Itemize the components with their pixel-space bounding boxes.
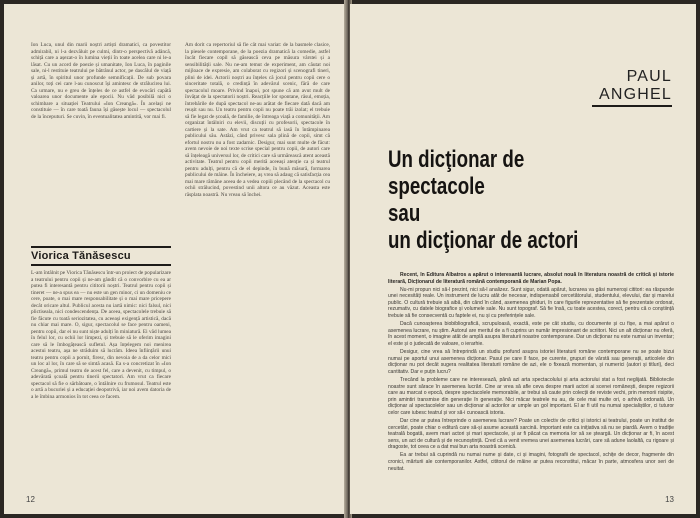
author-rule <box>592 105 672 107</box>
title-rule-bottom <box>31 264 171 266</box>
right-page <box>350 4 696 514</box>
headline-line-1: Un dicţionar de spectacole <box>388 146 525 200</box>
title-rule-top <box>31 246 171 248</box>
author-last-name: ANGHEL <box>599 86 672 103</box>
interview-title: Viorica Tănăsescu <box>31 250 131 262</box>
headline-line-3: un dicţionar de actori <box>388 227 579 254</box>
article-headline <box>388 146 614 254</box>
right-column-text: Am dorit ca repertoriul să fie cât mai variat: de la basmele clasice, la piesele contemporane, de la poezia dramatică la comedie, astfel încât fiecare copil să găsească ceva pe măsura vârstei și a sensibilității sale. Nu ne-am temut de experiment, am căutat noi mijloace de expresie, am colaborat cu regizori și scenografi tineri, plini de idei. Actorii noștri au înțeles că jocul pentru copii cere o sinceritate totală, o credință în adevărul scenic, fără de care spectacolul moare. Privind înapoi, pot spune că am avut mult de învățat de la spectatorii noștri. Reacțiile lor spontane, râsul, emoția, întrebările de după spectacol ne-au arătat de fiecare dată dacă am reușit sau nu. Un teatru pentru copii nu poate trăi izolat; el trebuie să fie legat de școală, de familie, de întreaga viață a comunității. Am organizat întâlniri cu elevii, discuții cu profesorii, spectacole în cartiere și la sate. Am vrut ca teatrul să iasă în întâmpinarea publicului său. Astăzi, când privesc sala plină de copii, simt că efortul nostru nu a fost zadarnic. Desigur, mai sunt multe de făcut: avem nevoie de noi texte scrise special pentru copii, de autori care să înțeleagă universul lor, de critici care să urmărească atent această activitate. Teatrul pentru copii merită aceeași atenție ca și teatrul pentru adulți, pentru că de el depinde, în bună măsură, formarea publicului de mâine. În încheiere, aș vrea să adaug că satisfacția cea mai mare rămâne aceea de a vedea copiii plecând de la spectacol cu ochii strălucind, povestind unii altora ce au văzut. Aceasta este răsplata noastră. Nu vreau să închei. <box>185 42 330 198</box>
article-paragraph: Trecând la probleme care ne interesează, până azi arta spectacolului și arta actorului stat a fost neglijată. Bibliotecile noastre sunt sărace în asemenea lucrări. Cine ar vrea să afle ceva despre marii actori ai scenei românești, despre regizorii care au marcat o epocă, despre spectacolele memorabile, ar trebui să caute prin colecții de reviste vechi, prin memorii risipite, prin amintiri transmise din generație în generație. Nici măcar teatrele nu au, de cele mai multe ori, o arhivă ordonată. Un dicționar al spectacolelor sau un dicționar al actorilor ar umple un gol important. El ar fi util nu numai specialiștilor, ci tuturor celor care iubesc teatrul și vor să-i cunoască istoria. <box>388 376 674 416</box>
article-body <box>388 272 674 492</box>
article-lead: Recent, în Editura Albatros a apărut o interesantă lucrare, absolut nouă în literatura noastră de critică și istorie literară, Dicționarul de literatură română contemporană de Marian Popa. <box>388 272 674 285</box>
article-paragraph: Nu-mi propun nici să-l prezint, nici să-l analizez. Sunt sigur, odată apărut, lucrarea va găsi numeroși cititori: ea răspunde unei necesități reale. Un instrument de lucru atât de necesar, indispensabil cercetătorului, studentului, elevului, dar și marelui public. O cultură trebuie să aibă, din când în când, asemenea ghiduri, în care figurile reprezentative să fie prezentate ordonat, rezumativ, cu datele biografice și volumele sale. Nu sunt topograf. Să fie însă, cu toate acestea, corect, pentru că o conștiință trebuie să fie consecventă cu faptele ei, nu și cu preferințele sale. <box>388 286 674 320</box>
article-paragraph: Dar cine ar putea întreprinde o asemenea lucrare? Poate un colectiv de critici și istorici ai teatrului, poate un institut de cercetări, poate chiar o editură care să-și asume această sarcină. Important este ca inițiativa să nu se piardă. Avem o tradiție teatrală bogată, avem mari actori și mari spectacole, și ar fi păcat ca memoria lor să se șteargă. Un dicționar ar fi, în acest sens, un act de cultură și de recunoștință. Cred că a venit vremea unei asemenea lucrări, care să adune laolaltă, cu rigoare și dragoste, tot ceea ce a dat mai bun arta noastră scenică. <box>388 417 674 451</box>
left-column-bottom-text: L-am întâlnit pe Viorica Tănăsescu într-un proiect de popularizare a teatrului pentru copii și ne-am gândit că o convorbire cu ea ar putea fi interesantă pentru cititorii noștri. Teatrul pentru copii și tineret — ne-a spus ea — nu este un gen minor, ci un domeniu ce cere, poate, o mai mare responsabilitate și o mai mare pricepere decât oricare altul. Publicul acesta nu iartă nimic: nici falsul, nici plictiseala, nici condescendența. De aceea, spectacolele trebuie să fie făcute cu toată seriozitatea, cu aceeași exigență artistică, dacă nu chiar mai mare. O, sigur, spectacolul se face pentru oameni, pentru copii, dar ei nu sunt niște adulți în miniatură. Ei văd lumea în felul lor, cu ochii lor limpezi, și trebuie să le oferim imagini care să le îmbogățească sufletul. Așa înțelegem noi menirea acestui teatru, așa ne străduim să lucrăm. Ideea înființării unui teatru pentru copii a pornit, firesc, din nevoia de a da celor mici un loc al lor, în care să se simtă acasă. Ea s-a concretizat în «Ion Creangă», primul teatru de acest fel, care a devenit, cu timpul, o adevărată școală pentru tinerii spectatori. Am vrut ca fiecare spectacol să fie o sărbătoare, o întâlnire cu frumosul. Teatrul este o artă a bucuriei și a educației deopotrivă, iar noi avem datoria de a le îmbina armonios în tot ceea ce facem. <box>31 270 171 400</box>
article-paragraph: Dacă cunoașterea biobibliografică, scrupuloasă, exactă, este pe cât studiu, cu documente și cu fișe, a mai apărut o asemenea lucrare, nu știm. Autorul are meritul de a fi cuprins un număr impresionant de scriitori. Nici un alt dicționar nu oferă, în acest moment, o imagine atât de amplă asupra literaturii noastre contemporane. Dar un dicționar nu este numai un inventar; el este și o judecată de valoare, o ierarhie. <box>388 321 674 347</box>
article-paragraph: Ea ar trebui să cuprindă nu numai nume și date, ci și imagini, fotografii de spectacol, schițe de decor, fragmente din cronici, mărturii ale contemporanilor. Astfel, cititorul de mâine ar putea reconstitui, măcar în parte, atmosfera unor seri de neuitat. <box>388 452 674 472</box>
right-page-number: 13 <box>665 495 674 504</box>
headline-line-2: sau <box>388 200 421 227</box>
left-column-top-text: Ion Luca, unul din marii noștri artiști dramatici, ca povestitor admirabil, ni l-a dezvăluit pe culmi, dintr-o perspectivă adâncă, schiță care a așezat-o în lumina vieții în toate acelea care ni le-a lăsat. Cu un acord de poezie și umanitate, Ion Luca, în paginile sale, ni-l restituie teatrului pe bătrânul actor, pe dascălul de viață și artă, în spiritul unor profunde semnificații. De sub povara anilor, toți cei care l-au cunoscut își amintesc de strălucirea lui. Ca urmare, nu e greu de înțeles de ce astfel de evocări capătă valoarea unor documente ale epocii. Nu văd posibilă nici o schimbare a situației Teatrului «Ion Creangă». În același ne constituie — în care toată fauna își găsește locul — spectacolul de la începuturi. Se cuvin, în eventualitatea amintită, vor mai fi. <box>31 42 171 120</box>
article-paragraph: Desigur, cine vrea să întreprindă un studiu profund asupra istoriei literaturii române contemporane nu se poate bizui numai pe aportul unui asemenea dicționar. Pasul pe care îl face, pe curente, grupuri de vârstă sau generații, articolele din dicționar nu pot decât sugera realitatea literaturii române de azi, ele o fixează momentan, și numerici (autori și titluri), deci cantitativ. Dar e puțin lucru? <box>388 349 674 375</box>
author-first-name: PAUL <box>626 68 672 85</box>
left-page <box>4 4 347 514</box>
left-page-number: 12 <box>26 495 35 504</box>
